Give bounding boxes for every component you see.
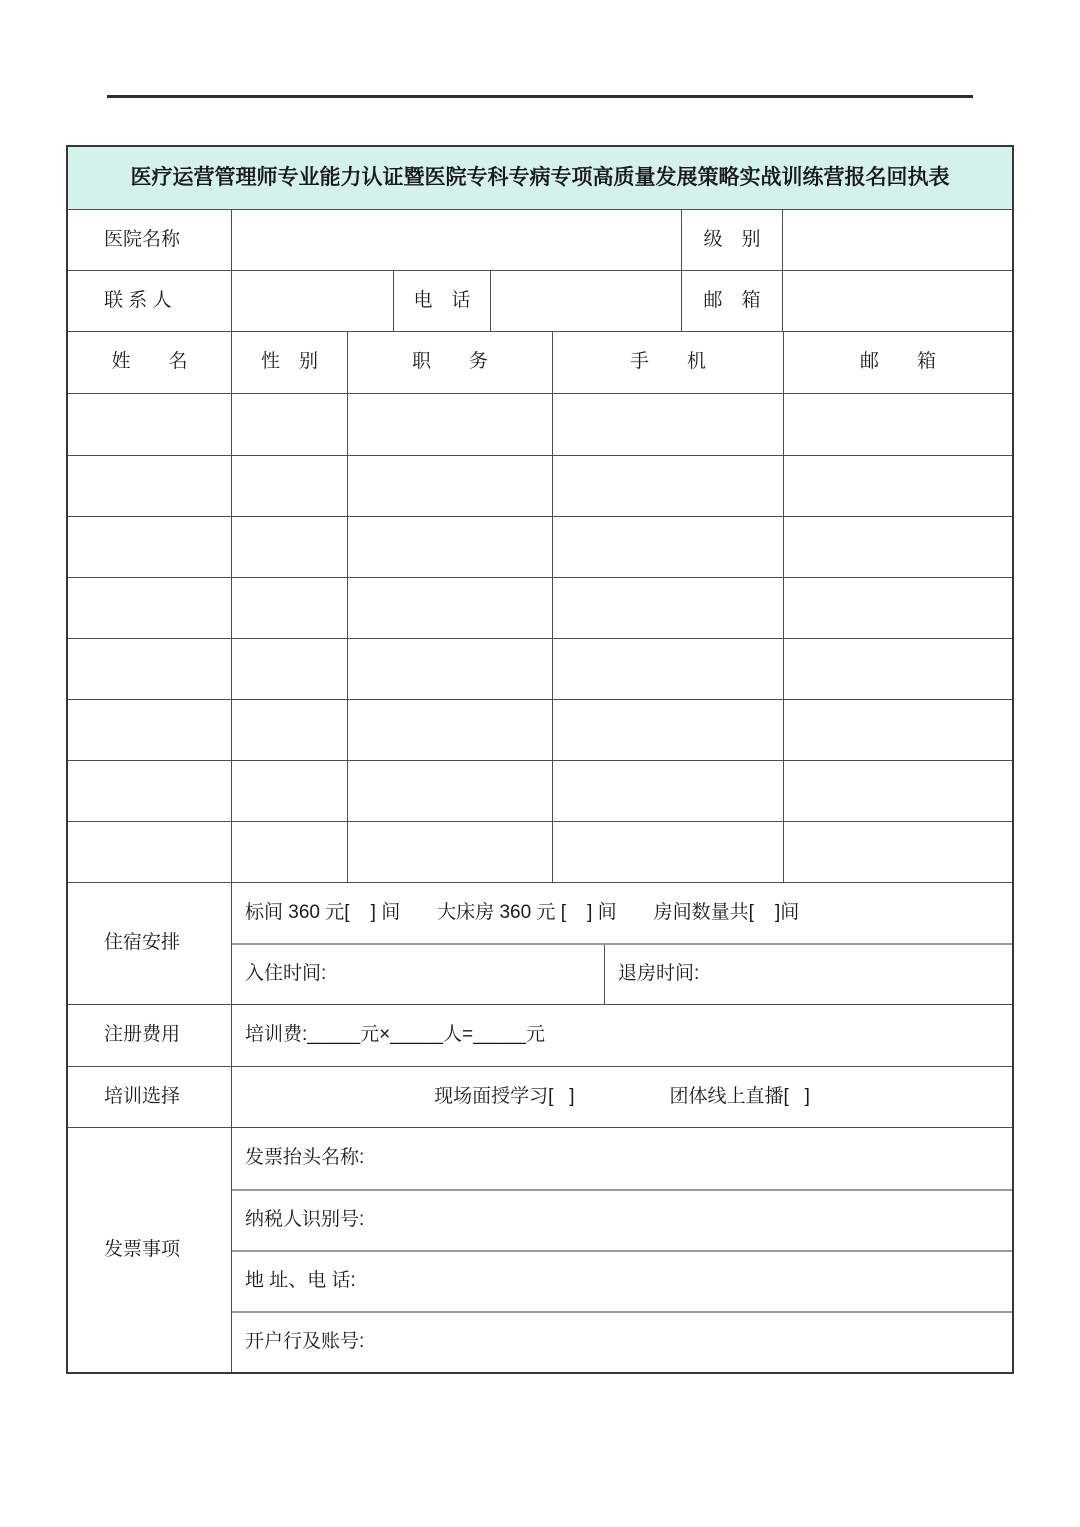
invoice-section [68,1127,1012,1372]
attendee-cell-email[interactable] [784,761,1012,821]
hospital-row [68,209,1012,270]
attendee-cell-name[interactable] [68,394,232,455]
attendee-cell-name[interactable] [68,639,232,699]
attendee-cell-mobile[interactable] [553,761,784,821]
invoice-address-row [232,1250,1012,1311]
invoice-address-field[interactable]: 地 址、电 话: [245,1270,356,1292]
invoice-title-row [232,1128,1012,1189]
contact-phone-field[interactable] [491,271,682,331]
attendee-cell-title[interactable] [348,578,553,638]
attendee-cell-mobile[interactable] [553,578,784,638]
attendee-cell-name[interactable] [68,822,232,882]
checkout-time-field[interactable]: 退房时间: [618,963,700,985]
room-options-row [232,883,1012,943]
contact-name-label: 联 系 人 [68,271,232,331]
attendee-cell-name[interactable] [68,456,232,516]
attendee-cell-name[interactable] [68,700,232,760]
invoice-bank-field[interactable]: 开户行及账号: [245,1331,365,1353]
invoice-label: 发票事项 [68,1128,232,1372]
attendee-cell-title[interactable] [348,456,553,516]
room-options-cell[interactable]: 标间 360 元[ ] 间 大床房 360 元 [ ] 间 房间数量共[ ]间 [245,901,800,923]
training-choice-label: 培训选择 [68,1067,232,1127]
attendee-cell-title[interactable] [348,517,553,577]
attendee-cell-title[interactable] [348,822,553,882]
training-choice-options [232,1067,1012,1127]
attendee-cell-mobile[interactable] [553,700,784,760]
attendee-header-row [68,331,1012,393]
attendee-row [68,394,1012,455]
registration-form-table [66,145,1014,1374]
attendee-cell-title[interactable] [348,639,553,699]
checkin-time-field[interactable]: 入住时间: [232,945,605,1004]
attendee-cell-title[interactable] [348,394,553,455]
contact-row [68,270,1012,331]
form-title: 医疗运营管理师专业能力认证暨医院专科专病专项高质量发展策略实战训练营报名回执表 [130,166,950,190]
attendee-header-name: 姓 名 [68,332,232,393]
attendee-cell-name[interactable] [68,761,232,821]
attendee-cell-mobile[interactable] [553,456,784,516]
attendee-cell-email[interactable] [784,822,1012,882]
registration-fee-row [68,1004,1012,1066]
invoice-title-field[interactable]: 发票抬头名称: [245,1147,365,1169]
attendee-row [68,821,1012,882]
attendee-row [68,577,1012,638]
attendee-cell-email[interactable] [784,700,1012,760]
attendee-cell-gender[interactable] [232,517,348,577]
hospital-name-field[interactable] [232,210,682,270]
attendee-cell-name[interactable] [68,517,232,577]
attendee-cell-email[interactable] [784,456,1012,516]
invoice-taxid-row [232,1189,1012,1250]
attendee-header-title: 职 务 [348,332,553,393]
invoice-bank-row [232,1311,1012,1372]
training-choice-row [68,1066,1012,1127]
attendee-cell-title[interactable] [348,761,553,821]
hospital-name-label: 医院名称 [68,210,232,270]
accommodation-content [232,883,1012,1004]
attendee-cell-name[interactable] [68,578,232,638]
top-divider [107,95,973,98]
hospital-level-field[interactable] [783,210,1012,270]
contact-email-field[interactable] [783,271,1012,331]
attendee-row [68,516,1012,577]
attendee-cell-email[interactable] [784,639,1012,699]
attendee-cell-email[interactable] [784,517,1012,577]
attendee-cell-title[interactable] [348,700,553,760]
attendee-cell-gender[interactable] [232,639,348,699]
contact-name-field[interactable] [232,271,394,331]
attendee-header-email: 邮 箱 [859,351,936,373]
registration-fee-label: 注册费用 [68,1005,232,1066]
attendee-cell-email[interactable] [784,394,1012,455]
attendee-empty-rows [68,393,1012,882]
contact-email-label: 邮 箱 [682,271,783,331]
accommodation-label: 住宿安排 [68,883,232,1004]
onsite-learning-option[interactable]: 现场面授学习[ ] [434,1085,575,1107]
attendee-header-mobile: 手 机 [553,332,784,393]
attendee-cell-mobile[interactable] [553,517,784,577]
form-title-row [68,147,1012,209]
checkin-checkout-row [232,943,1012,1004]
attendee-row [68,638,1012,699]
attendee-cell-gender[interactable] [232,394,348,455]
invoice-content [232,1128,1012,1372]
attendee-cell-email[interactable] [784,578,1012,638]
registration-fee-field[interactable]: 培训费:_____元×_____人=_____元 [245,1024,545,1046]
attendee-cell-mobile[interactable] [553,822,784,882]
contact-phone-label: 电 话 [394,271,491,331]
attendee-row [68,455,1012,516]
attendee-cell-mobile[interactable] [553,639,784,699]
accommodation-section [68,882,1012,1004]
attendee-cell-gender[interactable] [232,822,348,882]
attendee-cell-mobile[interactable] [553,394,784,455]
attendee-cell-gender[interactable] [232,761,348,821]
attendee-cell-gender[interactable] [232,456,348,516]
attendee-cell-gender[interactable] [232,578,348,638]
attendee-row [68,760,1012,821]
attendee-row [68,699,1012,760]
hospital-level-label: 级 别 [682,210,783,270]
invoice-taxid-field[interactable]: 纳税人识别号: [245,1209,365,1231]
attendee-header-gender: 性 别 [232,332,348,393]
attendee-cell-gender[interactable] [232,700,348,760]
online-livestream-option[interactable]: 团体线上直播[ ] [669,1085,810,1107]
